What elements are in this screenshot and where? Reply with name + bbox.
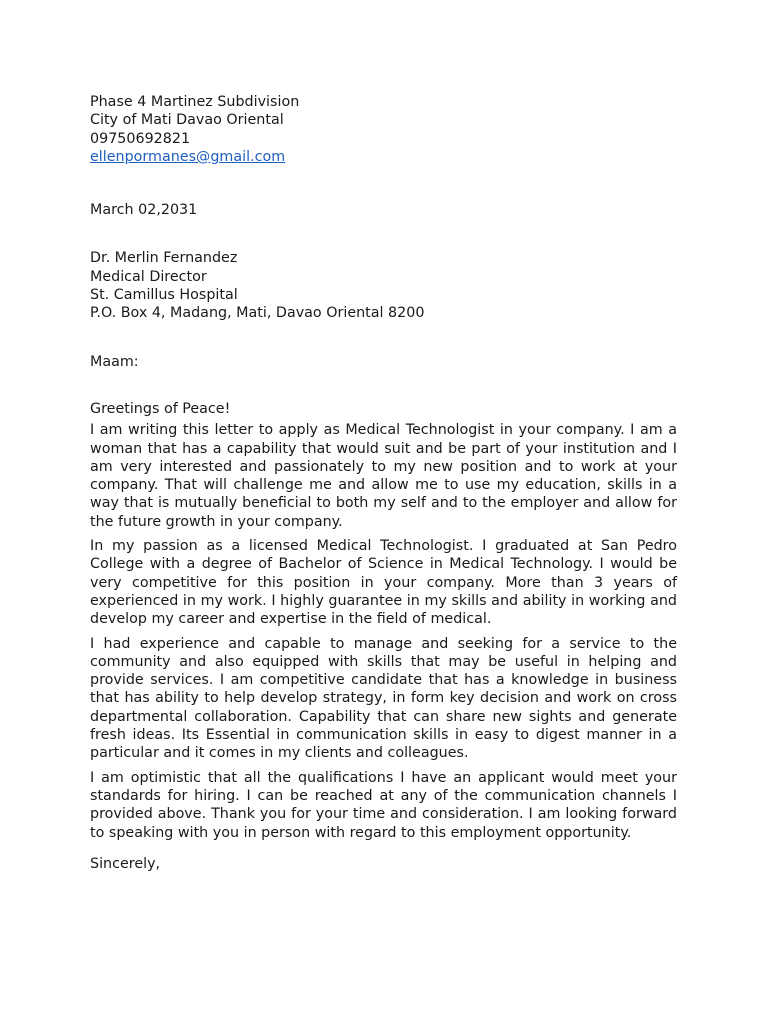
greeting: Greetings of Peace! (90, 400, 231, 417)
body-paragraph-1: I am writing this letter to apply as Medical Technologist in your company. I am a woman that has a capability that would suit and be part of your institution and I am very interested and passionately to my new position and to work at your company. That will challenge me and allow me to use my education, skills in a way that is mutually beneficial to both my self and to the employer and allow for the future growth in your company. (90, 422, 677, 530)
body-paragraph-4: I am optimistic that all the qualifications I have an applicant would meet your standards for hiring. I can be reached at any of the communication channels I provided above. Thank you for your time and consideration. I am looking forward to speaking with you in person with regard to this employment opportunity. (90, 769, 677, 841)
sender-email-link[interactable]: ellenpormanes@gmail.com (90, 148, 286, 165)
letter-date: March 02,2031 (90, 202, 198, 219)
cover-letter (90, 93, 677, 873)
recipient-organization: St. Camillus Hospital (90, 287, 238, 304)
closing: Sincerely, (90, 855, 161, 872)
sender-address-line-2: City of Mati Davao Oriental (90, 112, 284, 129)
recipient-name: Dr. Merlin Fernandez (90, 250, 238, 267)
recipient-title: Medical Director (90, 268, 207, 285)
recipient-address: P.O. Box 4, Madang, Mati, Davao Oriental 8200 (90, 305, 425, 322)
body-paragraph-2: In my passion as a licensed Medical Technologist. I graduated at San Pedro College with a degree of Bachelor of Science in Medical Technology. I would be very competitive for this position in your company. More than 3 years of experienced in my work. I highly guarantee in my skills and ability in working and develop my career and expertise in the field of medical. (90, 538, 677, 628)
body-paragraph-3: I had experience and capable to manage and seeking for a service to the community and also equipped with skills that may be useful in helping and provide services. I am competitive candidate that has a knowledge in business that has ability to help develop strategy, in form key decision and work on cross departmental collaboration. Capability that can share new sights and generate fresh ideas. Its Essential in communication skills in easy to digest manner in a particular and it comes in my clients and colleagues. (90, 635, 677, 762)
recipient-address-block (90, 249, 677, 322)
sender-address-line-1: Phase 4 Martinez Subdivision (90, 94, 300, 110)
sender-phone: 09750692821 (90, 130, 191, 147)
sender-address-block (90, 93, 677, 166)
salutation: Maam: (90, 353, 139, 370)
